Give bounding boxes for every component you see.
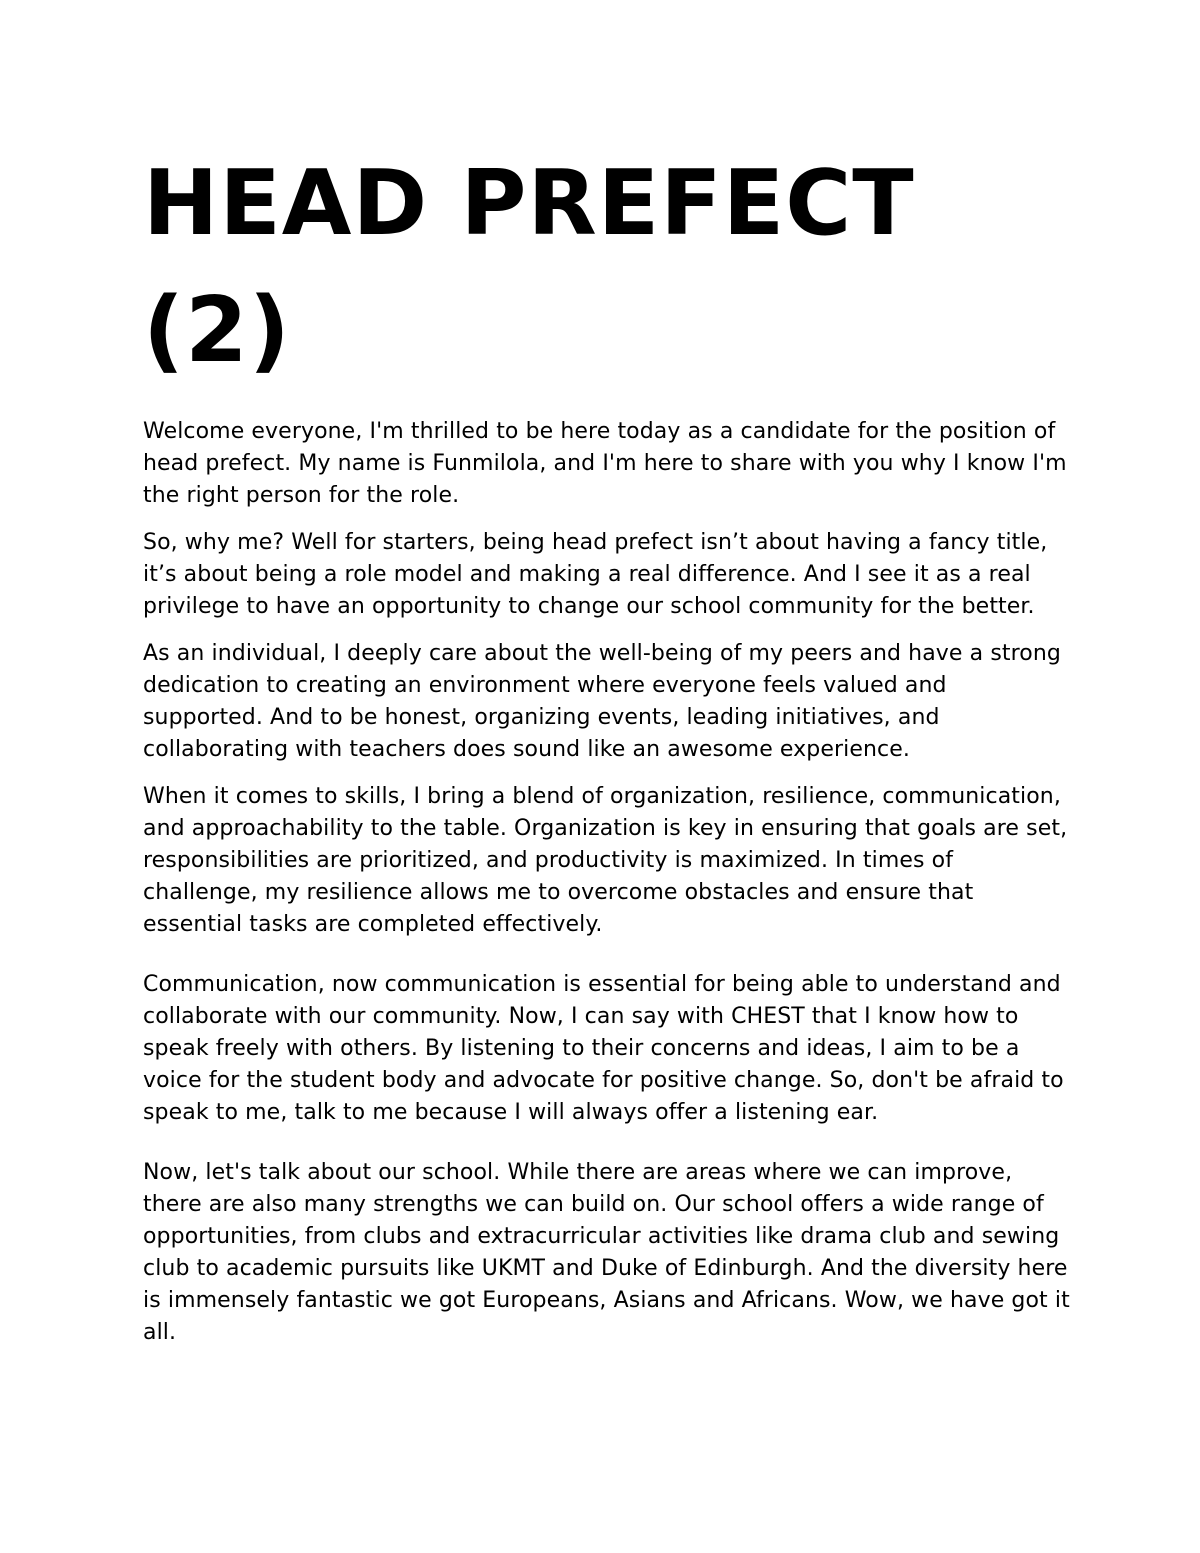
title-line-2: (2) xyxy=(143,278,291,383)
paragraph-intro: Welcome everyone, I'm thrilled to be here today as a candidate for the position of head prefect. My name is Funmilola, and I'm here to share with you why I know I'm the right person for the role. xyxy=(143,419,1067,508)
paragraph-why-me: So, why me? Well for starters, being head prefect isn’t about having a fancy title, it’s about being a role model and making a real difference. And I see it as a real privilege to have an opportunity to change our school community for the better. xyxy=(143,530,1048,619)
paragraph-communication: Communication, now communication is essential for being able to understand and collaborate with our community. Now, I can say with CHEST that I know how to speak freely with others. By listening to their concerns and ideas, I aim to be a voice for the student body and advocate for positive change. So, don't be afraid to speak to me, talk to me because I will always offer a listening ear. xyxy=(143,972,1064,1125)
paragraph-skills: When it comes to skills, I bring a blend of organization, resilience, communication, and approachability to the table. Organization is key in ensuring that goals are set, responsibilities are prioritized, and productivity is maximized. In times of challenge, my resilience allows me to overcome obstacles and ensure that essential tasks are completed effectively. xyxy=(143,784,1068,937)
title-line-1: HEAD PREFECT xyxy=(143,151,915,256)
document-title xyxy=(143,140,1073,394)
paragraph-individual: As an individual, I deeply care about the well-being of my peers and have a strong dedication to creating an environment where everyone feels valued and supported. And to be honest, organizing events, leading initiatives, and collaborating with teachers does sound like an awesome experience. xyxy=(143,641,1061,762)
paragraph-school: Now, let's talk about our school. While there are areas where we can improve, there are also many strengths we can build on. Our school offers a wide range of opportunities, from clubs and extracurricular activities like drama club and sewing club to academic pursuits like UKMT and Duke of Edinburgh. And the diversity here is immensely fantastic we got Europeans, Asians and Africans. Wow, we have got it all. xyxy=(143,1160,1070,1345)
document-body xyxy=(143,140,1073,1364)
